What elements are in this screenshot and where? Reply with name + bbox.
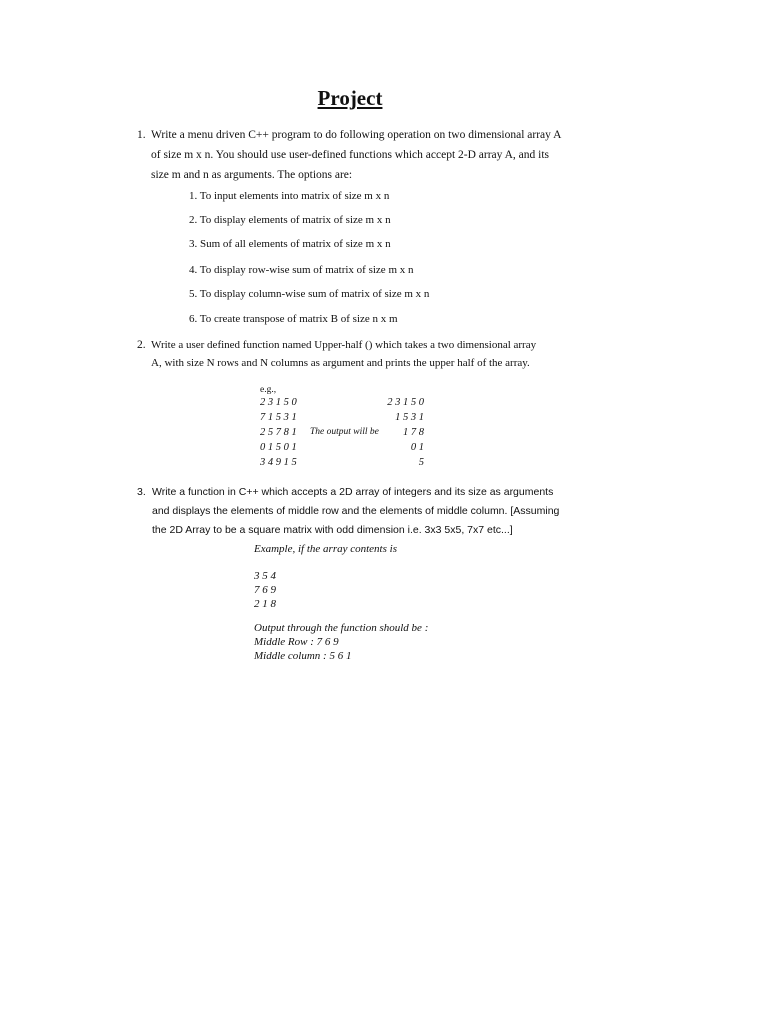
- question-number: 1.: [137, 129, 146, 141]
- question-text-line: Write a function in C++ which accepts a 2D array of integers and its size as arguments: [152, 486, 554, 498]
- middle-row-output: Middle Row : 7 6 9: [254, 636, 339, 648]
- question-number: 2.: [137, 339, 146, 351]
- input-row: 2 3 1 5 0: [260, 397, 297, 408]
- upper-half-example: [260, 385, 430, 467]
- question-text-line: Write a user defined function named Upper-half () which takes a two dimensional array: [151, 339, 537, 351]
- question-text-line: and displays the elements of middle row and the elements of middle column. [Assuming: [152, 505, 560, 517]
- matrix-row: 7 6 9: [254, 584, 276, 596]
- option-item: 5. To display column-wise sum of matrix of size m x n: [189, 288, 430, 300]
- input-row: 3 4 9 1 5: [260, 457, 297, 468]
- output-row: 1 5 3 1: [395, 412, 424, 423]
- matrix-row: 3 5 4: [254, 570, 276, 582]
- output-row: 2 3 1 5 0: [387, 397, 424, 408]
- example-heading: Example, if the array contents is: [254, 543, 397, 555]
- option-item: 3. Sum of all elements of matrix of size m x n: [189, 238, 391, 250]
- question-text-line: size m and n as arguments. The options are:: [151, 169, 353, 181]
- option-item: 6. To create transpose of matrix B of size n x m: [189, 313, 398, 325]
- question-text-line: Write a menu driven C++ program to do following operation on two dimensional array A: [151, 129, 562, 141]
- option-item: 1. To input elements into matrix of size m x n: [189, 190, 390, 202]
- option-item: 4. To display row-wise sum of matrix of size m x n: [189, 264, 414, 276]
- matrix-row: 2 1 8: [254, 598, 276, 610]
- output-row: 0 1: [410, 442, 424, 453]
- output-row: 1 7 8: [403, 427, 424, 438]
- page-title: Project: [317, 86, 383, 110]
- input-row: 0 1 5 0 1: [260, 442, 297, 453]
- example-label: e.g.,: [260, 385, 277, 395]
- input-row: 2 5 7 8 1: [260, 427, 297, 438]
- output-label: The output will be: [310, 427, 379, 437]
- question-text-line: of size m x n. You should use user-defined functions which accept 2-D array A, and its: [151, 149, 550, 161]
- question-text-line: the 2D Array to be a square matrix with odd dimension i.e. 3x3 5x5, 7x7 etc...]: [152, 524, 513, 536]
- middle-row-column-example: [254, 543, 494, 667]
- middle-column-output: Middle column : 5 6 1: [254, 650, 352, 662]
- input-row: 7 1 5 3 1: [260, 412, 297, 423]
- option-item: 2. To display elements of matrix of size m x n: [189, 214, 391, 226]
- output-heading: Output through the function should be :: [254, 622, 429, 634]
- output-row: 5: [418, 457, 424, 468]
- question-text-line: A, with size N rows and N columns as argument and prints the upper half of the array.: [151, 357, 530, 369]
- question-number: 3.: [137, 486, 146, 498]
